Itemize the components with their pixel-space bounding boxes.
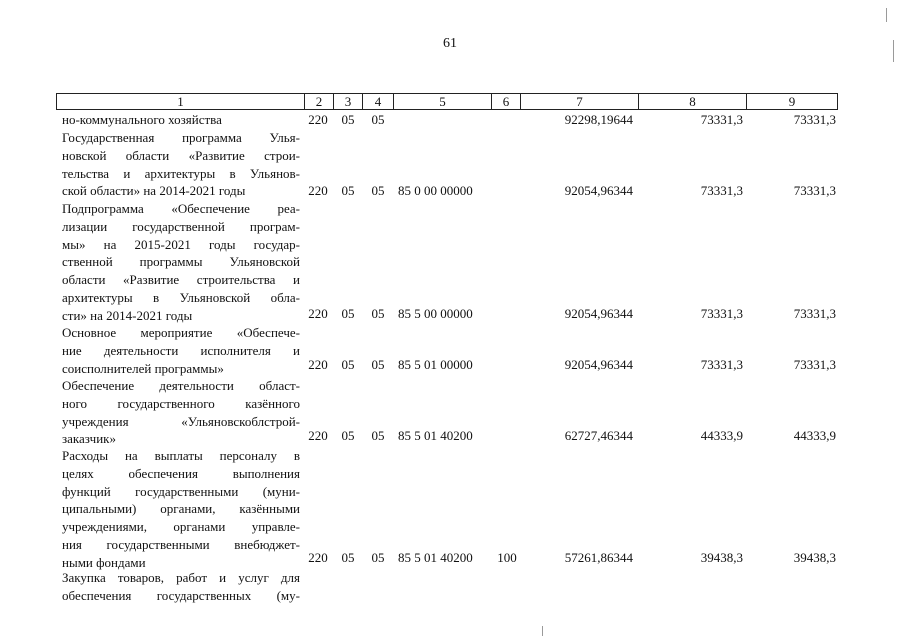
cell-col6: 100 [497, 550, 517, 565]
cell-col4: 05 [371, 183, 385, 198]
row-description [62, 377, 300, 448]
cell-col4: 05 [371, 357, 385, 372]
cell-col8: 39438,3 [700, 550, 743, 565]
description-line: ние деятельности исполнителя и [62, 342, 300, 358]
description-line: обеспечения государственных (му- [62, 587, 300, 603]
cell-col2: 220 [308, 306, 328, 321]
description-line: Обеспечение деятельности област- [62, 378, 300, 393]
description-line: Государственная программа Улья- [62, 130, 300, 145]
row-description [62, 447, 300, 572]
row-description [62, 200, 300, 325]
description-line: мы» на 2015-2021 годы государ- [62, 236, 300, 252]
row-description [62, 129, 300, 200]
cell-col7: 92298,19644 [564, 112, 633, 127]
scan-mark-right-edge [893, 40, 894, 62]
cell-col4: 05 [371, 550, 385, 565]
scan-mark-bottom [542, 626, 543, 636]
description-line: функций государственными (муни- [62, 483, 300, 499]
cell-col2: 220 [308, 550, 328, 565]
cell-col2: 220 [308, 112, 328, 127]
description-line: Подпрограмма «Обеспечение реа- [62, 201, 300, 216]
cell-col5: 85 5 01 40200 [398, 550, 473, 565]
cell-col3: 05 [341, 183, 355, 198]
cell-col7: 92054,96344 [564, 183, 633, 198]
cell-col9: 73331,3 [793, 306, 836, 321]
description-line: заказчик» [62, 431, 116, 447]
description-line: ния государственными внебюджет- [62, 536, 300, 552]
cell-col7: 92054,96344 [564, 357, 633, 372]
description-line: учреждениями, органами управле- [62, 519, 300, 535]
cell-col5: 85 5 01 40200 [398, 428, 473, 443]
description-line: но-коммунального хозяйства [62, 112, 222, 127]
row-description [62, 324, 300, 377]
cell-col2: 220 [308, 428, 328, 443]
description-line: Расходы на выплаты персоналу в [62, 448, 300, 463]
description-line: ской области» на 2014-2021 годы [62, 183, 246, 199]
cell-col9: 44333,9 [793, 428, 836, 443]
row-description [62, 569, 300, 605]
cell-col5: 85 0 00 00000 [398, 183, 473, 198]
description-line: области «Развитие строительства и [62, 272, 300, 288]
cell-col3: 05 [341, 112, 355, 127]
cell-col4: 05 [371, 112, 385, 127]
cell-col8: 73331,3 [700, 306, 743, 321]
cell-col5: 85 5 00 00000 [398, 306, 473, 321]
description-line: тельства и архитектуры в Ульянов- [62, 165, 300, 181]
description-line: ными фондами [62, 554, 146, 570]
cell-col2: 220 [308, 183, 328, 198]
header-cell: 9 [788, 94, 796, 109]
header-cell: 6 [492, 94, 521, 109]
cell-col7: 62727,46344 [564, 428, 633, 443]
header-cell: 2 [305, 94, 334, 109]
cell-col9: 73331,3 [793, 112, 836, 127]
cell-col3: 05 [341, 357, 355, 372]
cell-col9: 73331,3 [793, 183, 836, 198]
header-cell: 5 [394, 94, 492, 109]
description-line: архитектуры в Ульяновской обла- [62, 289, 300, 305]
description-line: соисполнителей программы» [62, 360, 224, 376]
description-line: Закупка товаров, работ и услуг для [62, 570, 300, 585]
header-cell: 4 [363, 94, 394, 109]
scan-mark-top-right [886, 8, 887, 22]
cell-col4: 05 [371, 428, 385, 443]
description-line: Основное мероприятие «Обеспече- [62, 325, 300, 340]
cell-col3: 05 [341, 306, 355, 321]
cell-col7: 57261,86344 [564, 550, 633, 565]
header-cell: 1 [57, 94, 305, 109]
description-line: ципальными) органами, казёнными [62, 501, 300, 517]
header-cell: 3 [334, 94, 363, 109]
cell-col4: 05 [371, 306, 385, 321]
header-cell: 8 [639, 94, 747, 109]
cell-col3: 05 [341, 550, 355, 565]
cell-col8: 44333,9 [700, 428, 743, 443]
row-description [62, 111, 300, 129]
cell-col7: 92054,96344 [564, 306, 633, 321]
description-line: новской области «Развитие строи- [62, 147, 300, 163]
description-line: целях обеспечения выполнения [62, 465, 300, 481]
header-cell: 7 [521, 94, 639, 109]
description-line: учреждения «Ульяновскоблстрой- [62, 413, 300, 429]
description-line: ного государственного казённого [62, 395, 300, 411]
cell-col5: 85 5 01 00000 [398, 357, 473, 372]
cell-col2: 220 [308, 357, 328, 372]
description-line: ственной программы Ульяновской [62, 254, 300, 270]
cell-col8: 73331,3 [700, 112, 743, 127]
cell-col9: 39438,3 [793, 550, 836, 565]
cell-col8: 73331,3 [700, 183, 743, 198]
table-header [56, 93, 838, 110]
description-line: сти» на 2014-2021 годы [62, 307, 193, 323]
cell-col8: 73331,3 [700, 357, 743, 372]
page-number: 61 [443, 36, 457, 51]
description-line: лизации государственной програм- [62, 218, 300, 234]
cell-col9: 73331,3 [793, 357, 836, 372]
cell-col3: 05 [341, 428, 355, 443]
